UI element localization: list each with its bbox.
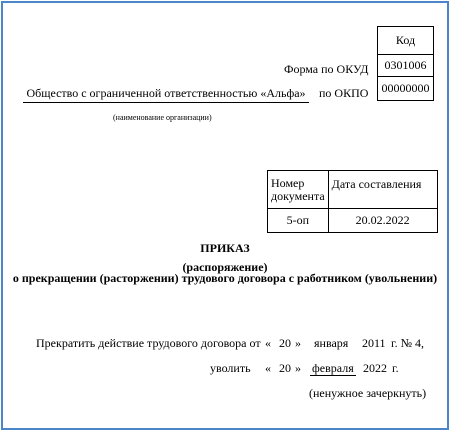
document-date: 20.02.2022 — [328, 209, 437, 233]
terminate-label: Прекратить действие трудового договора от — [36, 336, 261, 350]
codes-header: Код — [378, 27, 434, 55]
dismiss-quote-open: « — [265, 361, 271, 375]
document-frame — [1, 1, 449, 430]
terminate-year: 2011 — [362, 336, 386, 350]
okud-code: 0301006 — [378, 55, 434, 77]
dismiss-day: 20 — [279, 361, 291, 375]
dismiss-suffix: г. — [392, 361, 399, 375]
terminate-suffix: г. № 4, — [391, 336, 425, 350]
dismiss-quote-close: » — [295, 361, 301, 375]
organization-caption: (наименование организации) — [113, 113, 212, 122]
document-number-header: Номер документа — [268, 171, 329, 209]
dismiss-year: 2022 — [363, 361, 387, 375]
terminate-quote-close: » — [295, 336, 301, 350]
document-info-table — [267, 170, 438, 233]
strike-note: (ненужное зачеркнуть) — [309, 386, 427, 400]
codes-table — [377, 26, 434, 101]
dismiss-label: уволить — [210, 361, 251, 375]
okpo-code: 00000000 — [378, 77, 434, 101]
document-number: 5-оп — [268, 209, 329, 233]
order-description: о прекращении (расторжении) трудового договора с работником (увольнении) — [12, 271, 438, 285]
document-date-header: Дата составления — [328, 171, 437, 209]
order-subtitle: (распоряжение) — [182, 260, 268, 274]
organization-name: Общество с ограниченной ответственностью «Альфа» — [23, 86, 309, 103]
okud-label: Форма по ОКУД — [284, 62, 369, 76]
order-title: ПРИКАЗ — [200, 241, 250, 255]
terminate-quote-open: « — [265, 336, 271, 350]
okpo-label: по ОКПО — [319, 86, 369, 100]
dismiss-month: февраля — [312, 361, 354, 375]
terminate-month: января — [314, 336, 349, 350]
terminate-day: 20 — [279, 336, 291, 350]
